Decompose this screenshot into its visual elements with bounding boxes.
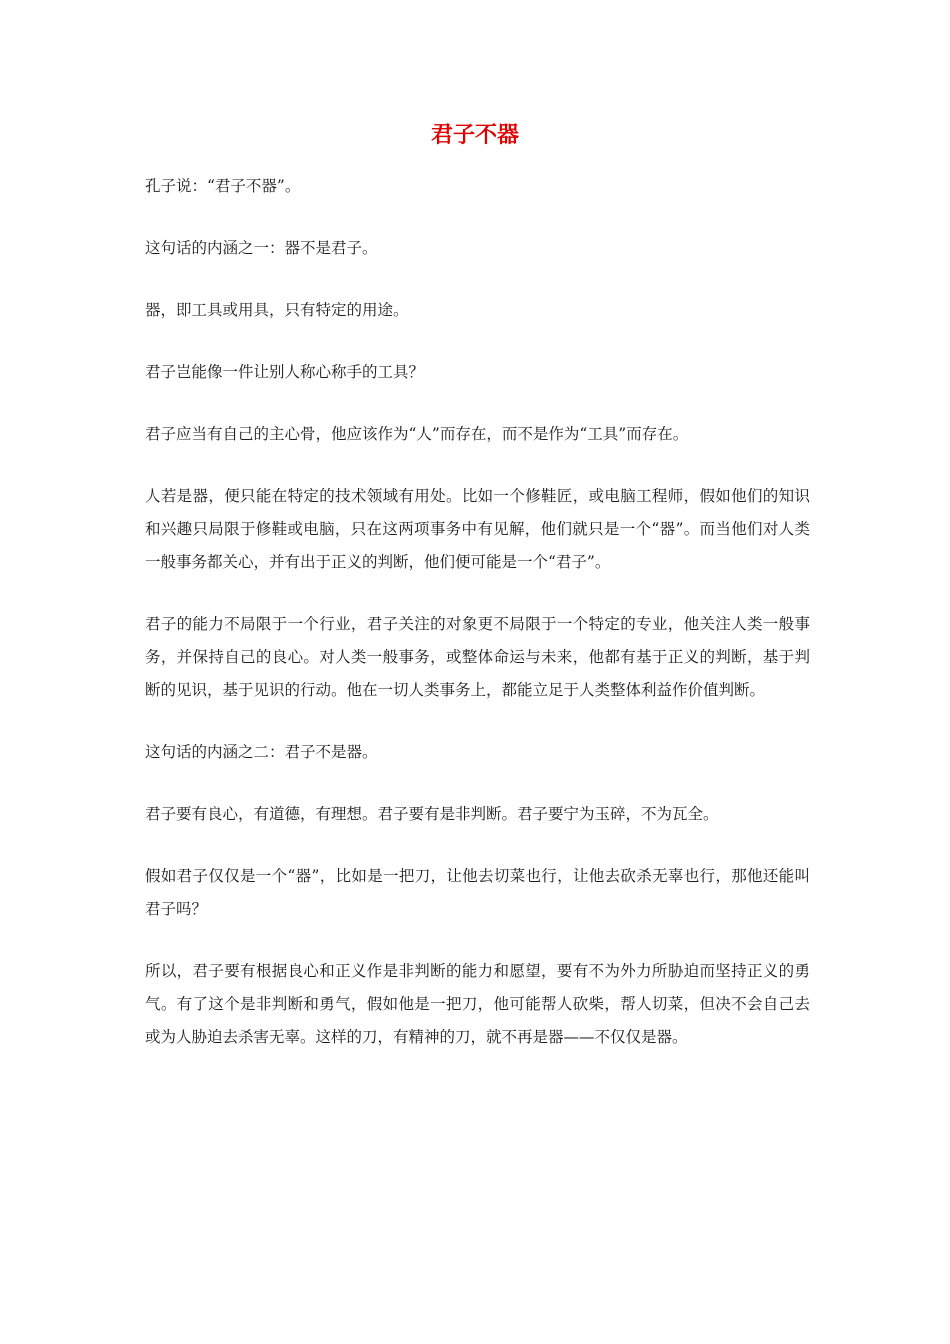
paragraph: 所以，君子要有根据良心和正义作是非判断的能力和愿望，要有不为外力所胁迫而坚持正义的勇气。有了这个是非判断和勇气，假如他是一把刀，他可能帮人砍柴，帮人切菜，但决不会自己去或为人胁迫去杀害无辜。这样的刀，有精神的刀，就不再是器——不仅仅是器。 [145,962,810,1046]
paragraph: 君子要有良心，有道德，有理想。君子要有是非判断。君子要宁为玉碎，不为瓦全。 [145,805,719,823]
paragraph: 君子岂能像一件让别人称心称手的工具？ [145,363,425,381]
paragraph: 器，即工具或用具，只有特定的用途。 [145,301,409,319]
document-title: 君子不器 [430,123,519,148]
document-body [145,170,810,1083]
paragraph: 这句话的内涵之一：器不是君子。 [145,239,378,257]
paragraph: 君子应当有自己的主心骨，他应该作为“人”而存在，而不是作为“工具”而存在。 [145,425,689,443]
paragraph: 孔子说：“君子不器”。 [145,177,301,195]
paragraph: 假如君子仅仅是一个“器”，比如是一把刀，让他去切菜也行，让他去砍杀无辜也行，那他还能叫君子吗？ [145,867,810,918]
paragraph: 人若是器，便只能在特定的技术领域有用处。比如一个修鞋匠，或电脑工程师，假如他们的知识和兴趣只局限于修鞋或电脑，只在这两项事务中有见解，他们就只是一个“器”。而当他们对人类一般事务都关心，并有出于正义的判断，他们便可能是一个“君子”。 [145,487,810,571]
paragraph: 君子的能力不局限于一个行业，君子关注的对象更不局限于一个特定的专业，他关注人类一般事务，并保持自己的良心。对人类一般事务，或整体命运与未来，他都有基于正义的判断，基于判断的见识，基于见识的行动。他在一切人类事务上，都能立足于人类整体利益作价值判断。 [145,615,810,699]
paragraph: 这句话的内涵之二：君子不是器。 [145,743,378,761]
